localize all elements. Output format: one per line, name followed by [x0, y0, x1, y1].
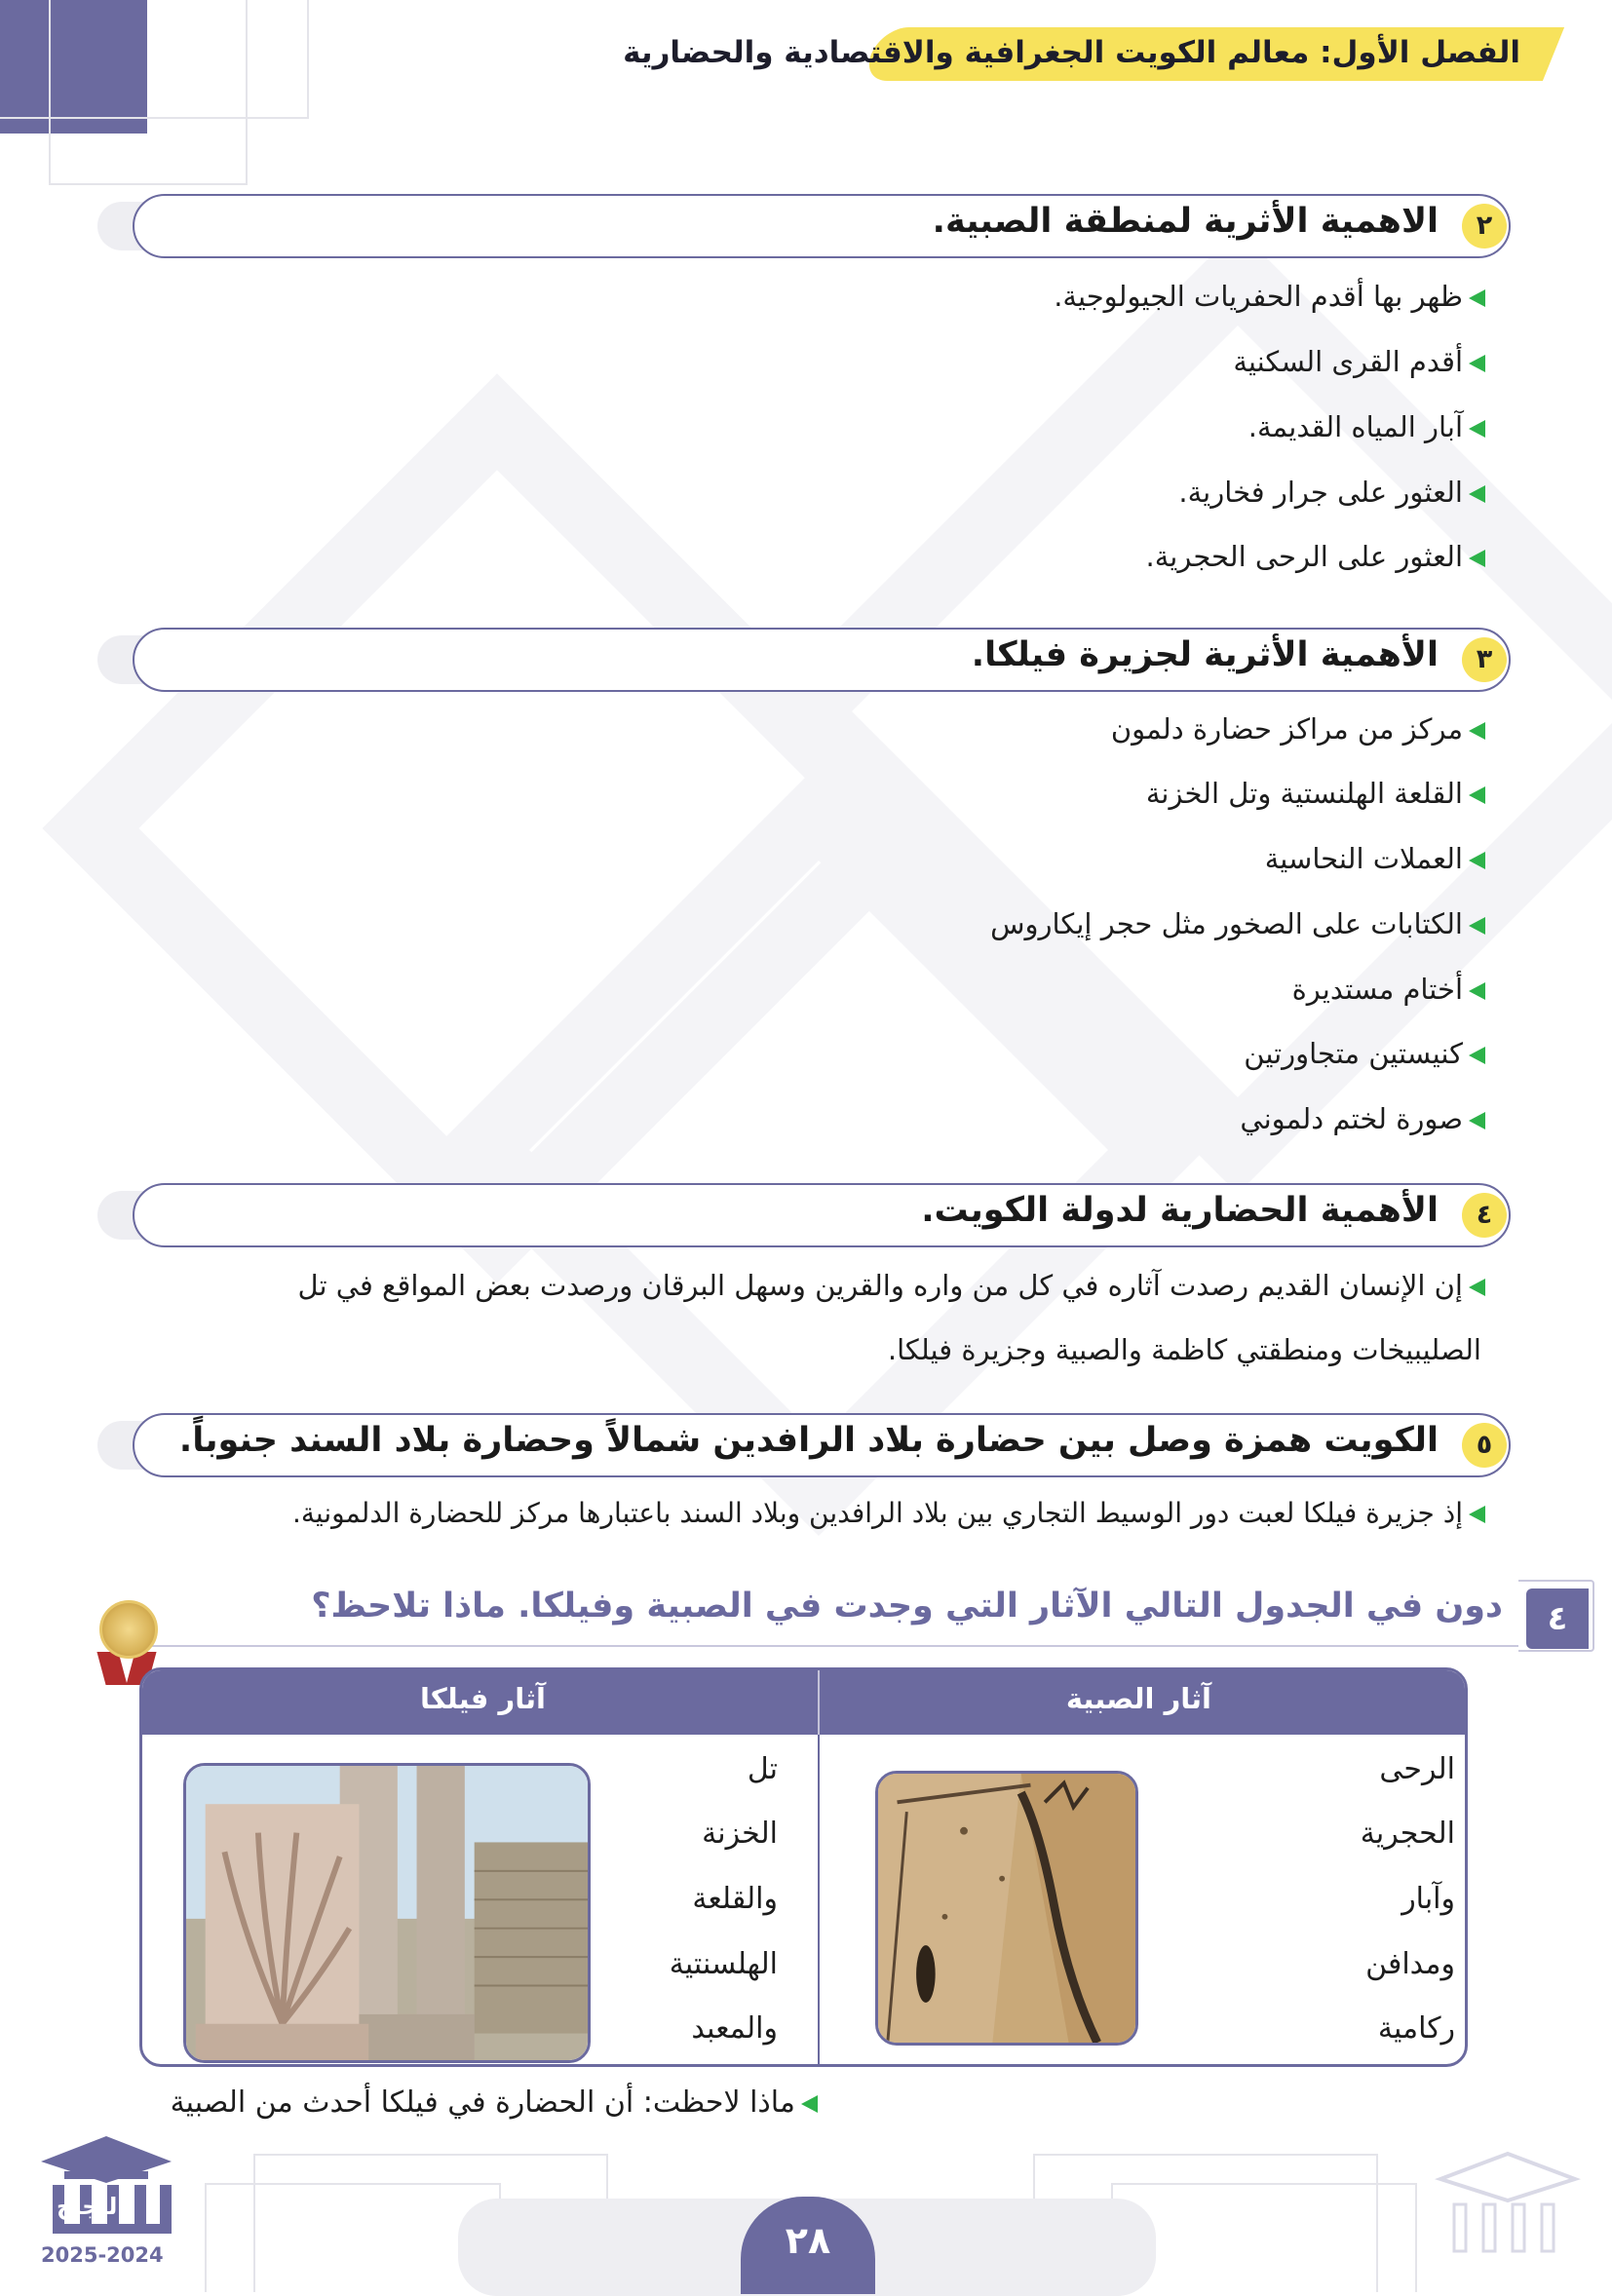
table-cell-word: ومدافن	[1365, 1947, 1455, 1981]
bullet-arrow-icon	[1469, 1506, 1485, 1523]
bullet-arrow-icon	[1469, 1112, 1485, 1129]
subiya-photo-image	[878, 1774, 1135, 2043]
section-number: ٢	[1462, 204, 1507, 249]
section-header	[133, 1413, 1511, 1477]
bullet-arrow-icon	[1469, 1047, 1485, 1064]
activity-underline	[146, 1645, 1518, 1647]
list-item: آبار المياه القديمة.	[1248, 410, 1485, 443]
list-item: القلعة الهلنستية وتل الخزنة	[1146, 777, 1485, 810]
publisher-logo	[35, 2132, 177, 2239]
table-cell-word: الهلسنتية	[669, 1947, 778, 1981]
list-item: صورة لختم دلموني	[1240, 1102, 1485, 1135]
section-number: ٥	[1462, 1423, 1507, 1468]
list-item: ظهر بها أقدم الحفريات الجيولوجية.	[1054, 280, 1485, 313]
artifacts-table	[139, 1667, 1468, 2067]
list-item: العثور على جرار فخارية.	[1178, 476, 1485, 509]
bullet-arrow-icon	[1469, 722, 1485, 740]
bullet-arrow-icon	[1469, 355, 1485, 372]
observation-note: ماذا لاحظت: أن الحضارة في فيلكا أحدث من الصبية	[171, 2086, 818, 2120]
bullet-arrow-icon	[1469, 550, 1485, 567]
logo-icon	[35, 2132, 177, 2239]
table-cell-word: ركامية	[1377, 2011, 1455, 2046]
table-cell-word: والمعبد	[691, 2011, 778, 2046]
chapter-title: الفصل الأول: معالم الكويت الجغرافية والاقتصادية والحضارية	[623, 35, 1520, 70]
table-cell-word: والقلعة	[692, 1882, 778, 1916]
subiya-site-photo	[875, 1771, 1138, 2046]
paragraph-line: إن الإنسان القديم رصدت آثاره في كل من واره والقرين وسهل البرقان ورصدت بعض المواقع في تل	[298, 1269, 1485, 1302]
section-header	[133, 1183, 1511, 1247]
bullet-arrow-icon	[1469, 289, 1485, 307]
table-cell-word: الرحى	[1379, 1752, 1455, 1786]
logo-year: 2025-2024	[41, 2243, 164, 2267]
corner-frame	[0, 0, 309, 119]
list-item: الكتابات على الصخور مثل حجر إيكاروس	[990, 907, 1485, 940]
table-cell-word: تل	[747, 1752, 778, 1786]
section-number: ٤	[1462, 1193, 1507, 1238]
column-divider	[818, 1735, 820, 2067]
list-item: العثور على الرحى الحجرية.	[1145, 540, 1485, 573]
bullet-arrow-icon	[1469, 917, 1485, 935]
column-header-subiya: آثار الصبية	[1065, 1682, 1211, 1715]
list-item: أختام مستديرة	[1292, 973, 1485, 1006]
section-title: الاهمية الأثرية لمنطقة الصبية.	[932, 202, 1439, 241]
table-cell-word: الحجرية	[1360, 1817, 1455, 1851]
list-item: العملات النحاسية	[1265, 842, 1485, 875]
table-cell-word: وآبار	[1401, 1882, 1455, 1916]
bullet-arrow-icon	[1469, 786, 1485, 804]
bullet-arrow-icon	[1469, 1279, 1485, 1296]
paragraph-line: الصليبيخات ومنطقتي كاظمة والصبية وجزيرة فيلكا.	[887, 1333, 1481, 1366]
medal-icon	[99, 1600, 158, 1659]
column-header-failaka: آثار فيلكا	[420, 1682, 546, 1715]
activity-title: دون في الجدول التالي الآثار التي وجدت في الصبية وفيلكا. ماذا تلاحظ؟	[311, 1587, 1503, 1626]
table-cell-word: الخزنة	[702, 1817, 778, 1851]
list-item: كنيستين متجاورتين	[1244, 1037, 1485, 1070]
section-title: الكويت همزة وصل بين حضارة بلاد الرافدين شمالاً وحضارة بلاد السند جنوباً.	[178, 1421, 1439, 1460]
list-item: إذ جزيرة فيلكا لعبت دور الوسيط التجاري بين بلاد الرافدين وبلاد السند باعتبارها مركز للحضارة الدلمونية.	[292, 1497, 1485, 1529]
failaka-temple-photo	[183, 1763, 591, 2063]
table-header	[142, 1670, 1465, 1735]
bullet-arrow-icon	[1469, 420, 1485, 438]
failaka-photo-image	[186, 1766, 588, 2060]
section-title: الأهمية الحضارية لدولة الكويت.	[921, 1191, 1439, 1230]
list-item: أقدم القرى السكنية	[1233, 345, 1485, 378]
bullet-arrow-icon	[1469, 852, 1485, 869]
bullet-arrow-icon	[801, 2095, 818, 2113]
page-number: ٢٨	[741, 2197, 875, 2294]
logo-text: النجاح	[57, 2193, 126, 2220]
section-header	[133, 628, 1511, 692]
bullet-arrow-icon	[1469, 982, 1485, 1000]
column-divider	[818, 1670, 820, 1735]
section-title: الأهمية الأثرية لجزيرة فيلكا.	[971, 635, 1439, 674]
bullet-arrow-icon	[1469, 485, 1485, 503]
activity-number: ٤	[1526, 1588, 1589, 1649]
faded-logo	[1435, 2150, 1581, 2257]
section-header	[133, 194, 1511, 258]
section-number: ٣	[1462, 637, 1507, 682]
logo-icon	[1435, 2150, 1581, 2257]
list-item: مركز من مراكز حضارة دلمون	[1111, 712, 1485, 746]
